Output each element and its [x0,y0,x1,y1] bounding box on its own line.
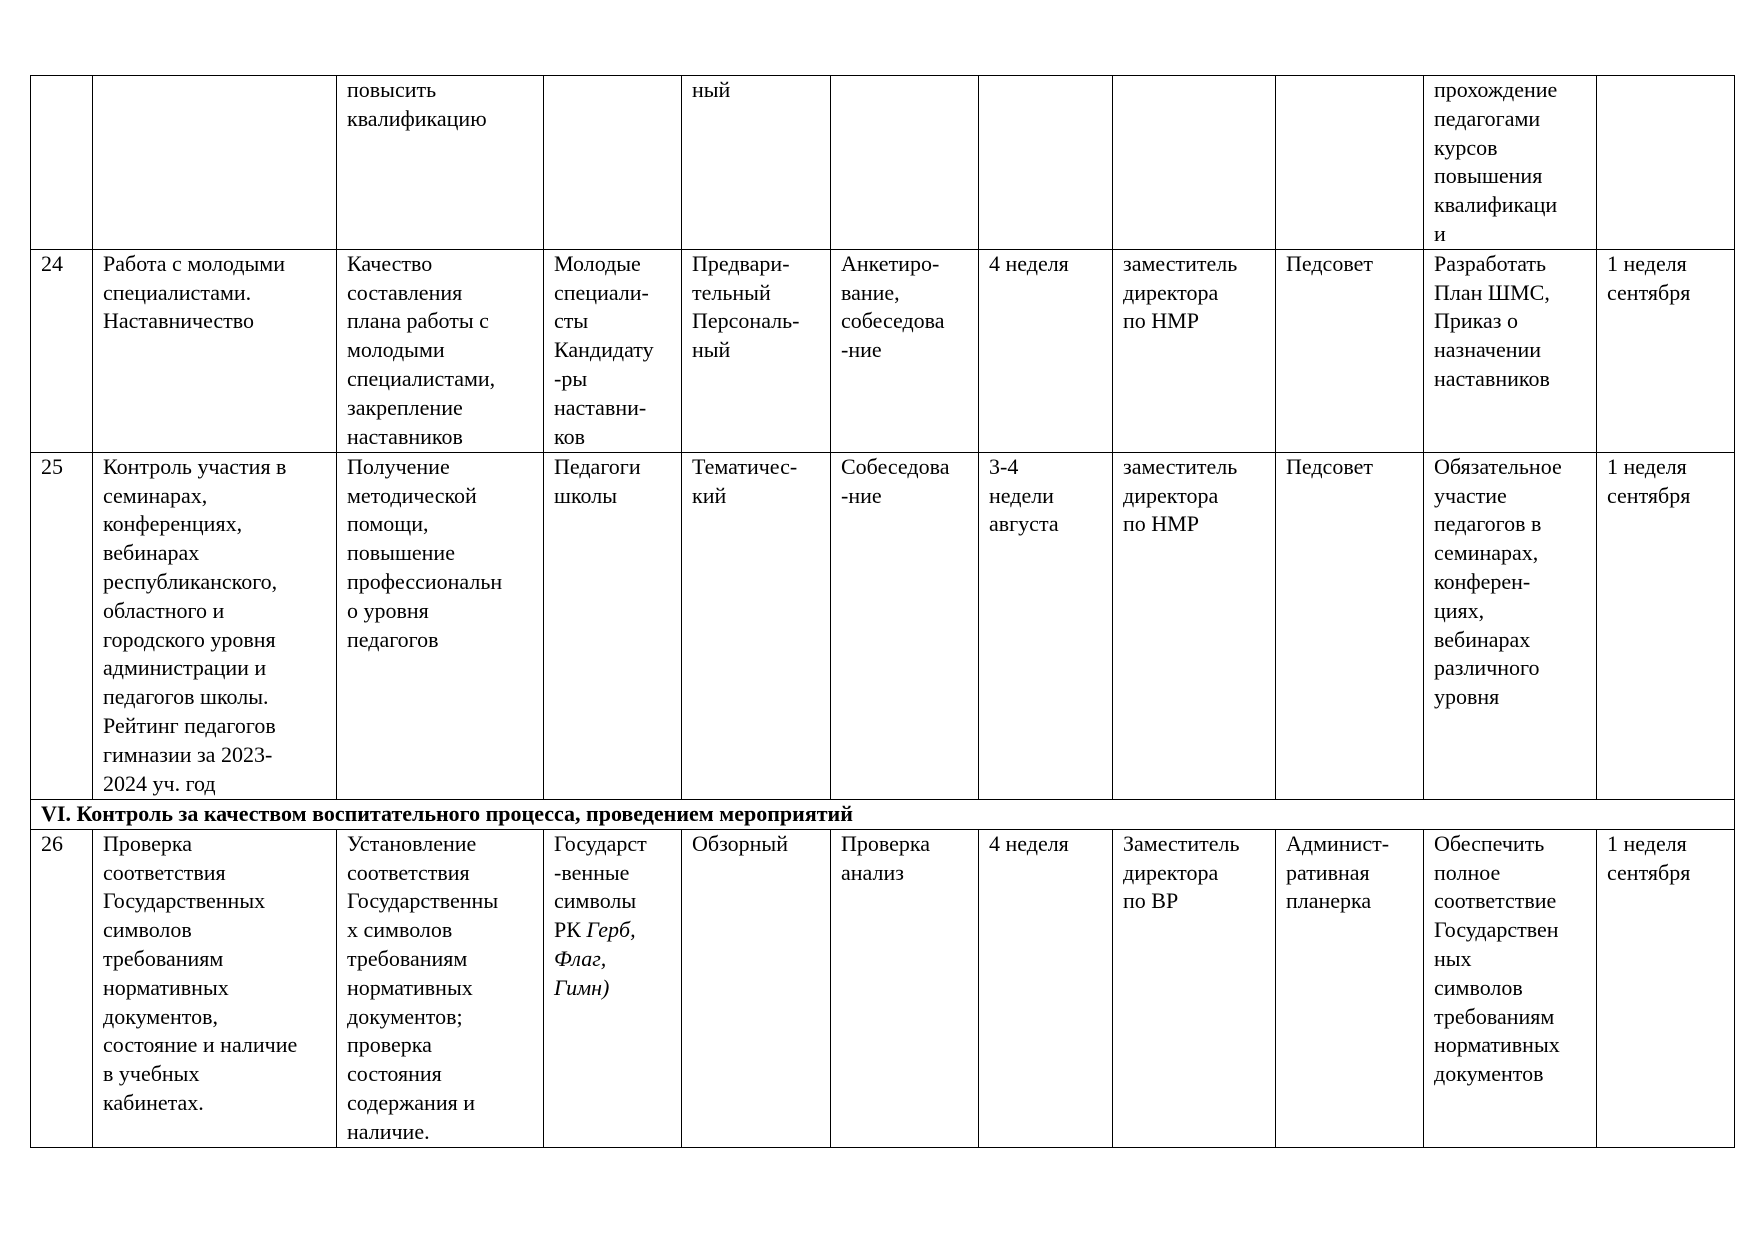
cell-responsible: заместитель директора по НМР [1113,249,1276,452]
cell-object: Педагоги школы [544,452,682,799]
cell-method: Собеседова -ние [831,452,979,799]
cell-review-place: Админист- ративная планерка [1276,829,1424,1147]
cell-object: Молодые специали- сты Кандидату -ры наставни- ков [544,249,682,452]
cell-number [31,76,93,250]
cell-control-type: Предвари- тельный Персональ- ный [682,249,831,452]
cell-deadline [1597,76,1735,250]
cell-management-decision: Разработать План ШМС, Приказ о назначении наставников [1424,249,1597,452]
cell-responsible: заместитель директора по НМР [1113,452,1276,799]
cell-method: Проверка анализ [831,829,979,1147]
object-italic-text: Герб, Флаг, Гимн) [554,917,636,1000]
cell-responsible: Заместитель директора по ВР [1113,829,1276,1147]
cell-control-type: Тематичес- кий [682,452,831,799]
cell-control-type: Обзорный [682,829,831,1147]
section-title: VI. Контроль за качеством воспитательного процесса, проведением мероприятий [31,799,1735,829]
cell-period [979,76,1113,250]
cell-period: 4 неделя [979,829,1113,1147]
cell-activity: Работа с молодыми специалистами. Наставничество [93,249,337,452]
cell-deadline: 1 неделя сентября [1597,452,1735,799]
cell-purpose: Установление соответствия Государственны х символов требованиям нормативных документов; проверка состояния содержания и наличие. [337,829,544,1147]
cell-method: Анкетиро- вание, собеседова -ние [831,249,979,452]
cell-review-place: Педсовет [1276,249,1424,452]
cell-object [544,829,682,1147]
cell-method [831,76,979,250]
cell-number: 26 [31,829,93,1147]
cell-period: 3-4 недели августа [979,452,1113,799]
cell-management-decision: прохождение педагогами курсов повышения квалификаци и [1424,76,1597,250]
table-row [31,829,1735,1147]
cell-deadline: 1 неделя сентября [1597,829,1735,1147]
cell-responsible [1113,76,1276,250]
cell-management-decision: Обеспечить полное соответствие Государствен ных символов требованиям нормативных документов [1424,829,1597,1147]
control-plan-table [30,75,1735,1148]
cell-activity: Контроль участия в семинарах, конференциях, вебинарах республиканского, областного и городского уровня администрации и педагогов школы. Рейтинг педагогов гимназии за 2023- 2024 уч. год [93,452,337,799]
cell-activity: Проверка соответствия Государственных символов требованиям нормативных документов, состояние и наличие в учебных кабинетах. [93,829,337,1147]
section-header-row [31,799,1735,829]
table-row [31,452,1735,799]
object-text: Государст -венные символы РК [554,830,647,943]
cell-number: 24 [31,249,93,452]
cell-period: 4 неделя [979,249,1113,452]
table-row [31,249,1735,452]
cell-review-place [1276,76,1424,250]
cell-purpose: повысить квалификацию [337,76,544,250]
cell-number: 25 [31,452,93,799]
cell-object [544,76,682,250]
cell-activity [93,76,337,250]
table-row [31,76,1735,250]
cell-purpose: Качество составления плана работы с молодыми специалистами, закрепление наставников [337,249,544,452]
cell-purpose: Получение методической помощи, повышение профессиональн о уровня педагогов [337,452,544,799]
cell-management-decision: Обязательное участие педагогов в семинарах, конферен- циях, вебинарах различного уровня [1424,452,1597,799]
cell-deadline: 1 неделя сентября [1597,249,1735,452]
cell-review-place: Педсовет [1276,452,1424,799]
cell-control-type: ный [682,76,831,250]
